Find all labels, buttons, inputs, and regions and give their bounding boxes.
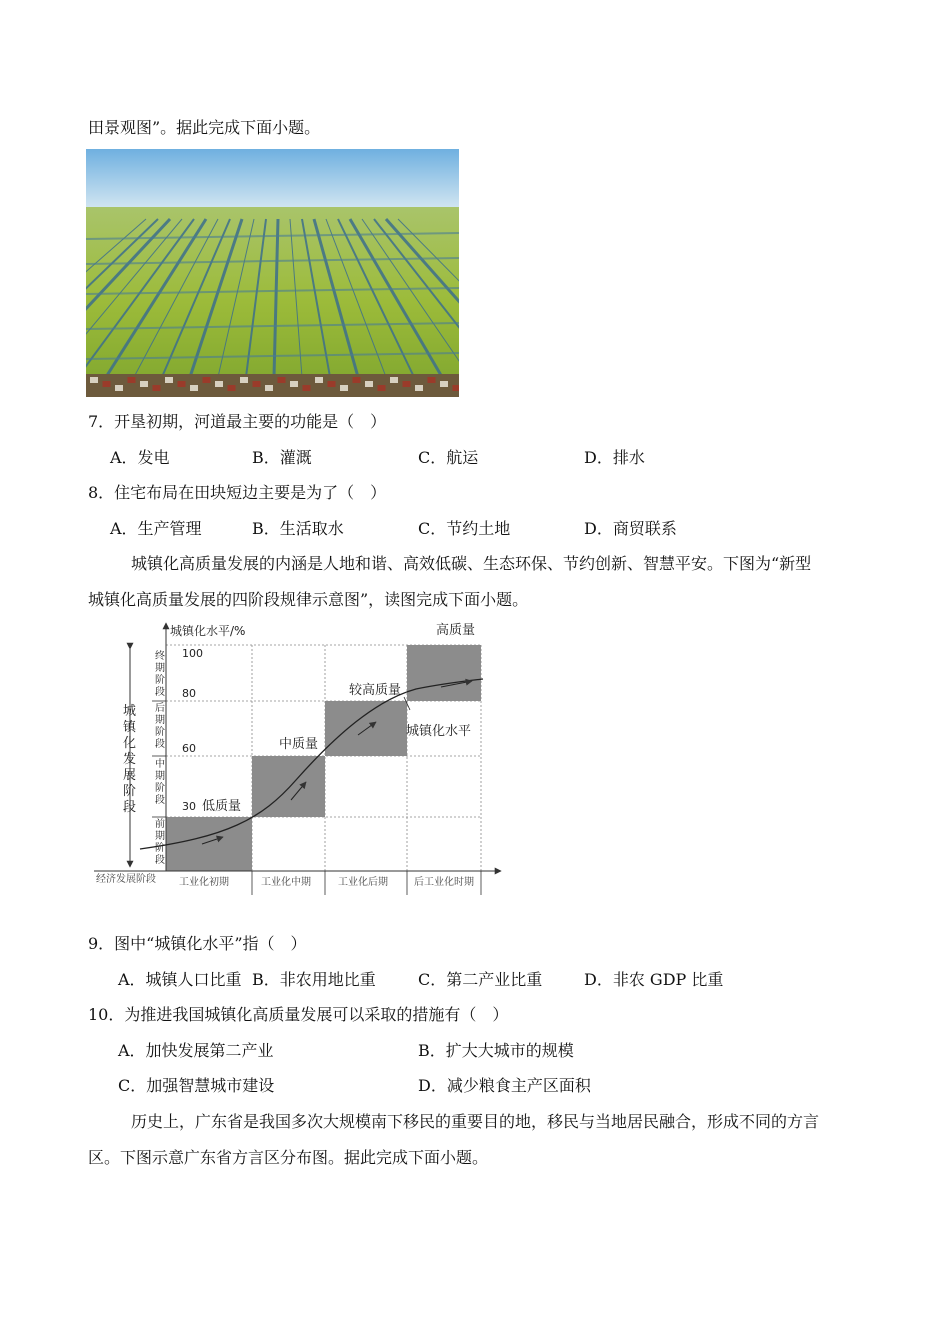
polder-landscape-photo [86,149,459,397]
passage2-line2: 城镇化高质量发展的四阶段规律示意图”，读图完成下面小题。 [88,590,529,609]
quality-block-low [166,817,252,871]
x-stage-late: 工业化后期 [338,877,388,888]
q10-option-d[interactable]: D．减少粮食主产区面积 [418,1076,591,1095]
village-house [103,381,111,387]
village-house [453,385,460,391]
village-house [215,381,223,387]
village-house [165,377,173,383]
passage2-line1: 城镇化高质量发展的内涵是人地和谐、高效低碳、生态环保、节约创新、智慧平安。下图为“新型 [131,554,812,573]
q10-stem: 10．为推进我国城镇化高质量发展可以采取的措施有（ ） [88,1005,509,1024]
village-house [403,381,411,387]
village-house [90,377,98,383]
q7-option-d[interactable]: D．排水 [584,448,645,467]
village-house [428,377,436,383]
urbanization-stage-diagram [86,615,526,905]
village-house [128,377,136,383]
passage3-line1: 历史上，广东省是我国多次大规模南下移民的重要目的地，移民与当地居民融合，形成不同的方言 [131,1112,820,1131]
side-label-char: 发 [123,752,137,767]
village-house [365,381,373,387]
q8-option-c[interactable]: C．节约土地 [418,519,511,538]
label-medium-quality: 中质量 [279,737,319,752]
side-label-urbanization-stages [123,704,137,815]
village-house [265,385,273,391]
village-house [340,385,348,391]
village-house [315,377,323,383]
y-stage-label-char: 段 [155,795,165,806]
side-label-char: 镇 [123,720,137,735]
q7-option-a[interactable]: A．发电 [110,448,170,467]
y-stage-label-char: 阶 [155,783,165,794]
curve-label: 城镇化水平 [406,724,472,739]
intro-tail: 田景观图”。据此完成下面小题。 [88,118,321,137]
q9-stem: 9．图中“城镇化水平”指（ ） [88,934,307,953]
village-house [415,385,423,391]
y-stage-label-char: 期 [155,771,165,782]
y-stage-label-char: 终 [155,651,165,662]
side-label-char: 段 [123,800,137,815]
y-stage-label-char: 前 [155,819,165,830]
village-house [228,385,236,391]
y-stage-label-char: 后 [155,703,165,714]
village-house [290,381,298,387]
y-tick-30: 30 [182,800,196,813]
x-stage-mid: 工业化中期 [261,877,311,888]
y-stage-label-char: 阶 [155,843,165,854]
village-house [190,385,198,391]
side-label-char: 城 [123,704,137,719]
y-tick-80: 80 [182,687,196,700]
village-house [203,377,211,383]
y-tick-100: 100 [182,647,203,660]
q9-option-b[interactable]: B．非农用地比重 [252,970,376,989]
village-house [278,377,286,383]
q7-option-c[interactable]: C．航运 [418,448,479,467]
q10-option-c[interactable]: C．加强智慧城市建设 [118,1076,275,1095]
village-house [178,381,186,387]
village-house [378,385,386,391]
quality-block-high [407,645,481,701]
label-high-quality: 高质量 [436,623,476,638]
q9-option-a[interactable]: A．城镇人口比重 [118,970,242,989]
side-label-char: 展 [123,768,137,783]
y-stage-label-char: 阶 [155,675,165,686]
y-stage-label-char: 段 [155,855,165,866]
y-stage-label-char: 中 [155,759,165,770]
q8-stem: 8．住宅布局在田块短边主要是为了（ ） [88,483,387,502]
village-house [153,385,161,391]
x-axis-title: 经济发展阶段 [96,874,156,885]
y-stage-label-char: 期 [155,831,165,842]
x-stage-post: 后工业化时期 [414,877,474,888]
q8-option-b[interactable]: B．生活取水 [252,519,344,538]
label-higher-quality: 较高质量 [349,683,402,698]
q8-option-d[interactable]: D．商贸联系 [584,519,677,538]
village-house [140,381,148,387]
y-stage-label-char: 期 [155,715,165,726]
y-axis-label: 城镇化水平/% [170,624,246,638]
q7-option-b[interactable]: B．灌溉 [252,448,312,467]
village-house [240,377,248,383]
y-tick-60: 60 [182,742,196,755]
q8-option-a[interactable]: A．生产管理 [110,519,202,538]
label-low-quality: 低质量 [202,799,242,814]
y-stage-label-char: 段 [155,687,165,698]
y-stage-label-char: 阶 [155,727,165,738]
village-house [353,377,361,383]
quality-block-high-mid [325,701,407,756]
q9-option-d[interactable]: D．非农 GDP 比重 [584,970,724,989]
y-stage-label-char: 段 [155,739,165,750]
village-house [303,385,311,391]
village-house [390,377,398,383]
village-house [115,385,123,391]
q7-stem: 7．开垦初期，河道最主要的功能是（ ） [88,412,387,431]
q10-option-a[interactable]: A．加快发展第二产业 [118,1041,274,1060]
village-house [328,381,336,387]
q9-option-c[interactable]: C．第二产业比重 [418,970,543,989]
village-house [253,381,261,387]
village-house [440,381,448,387]
quality-block-medium [252,756,325,817]
side-label-char: 阶 [123,784,137,799]
x-stage-early: 工业化初期 [179,877,229,888]
side-label-char: 化 [123,736,137,751]
q10-option-b[interactable]: B．扩大大城市的规模 [418,1041,574,1060]
passage3-line2: 区。下图示意广东省方言区分布图。据此完成下面小题。 [88,1148,489,1167]
y-stage-label-char: 期 [155,663,165,674]
